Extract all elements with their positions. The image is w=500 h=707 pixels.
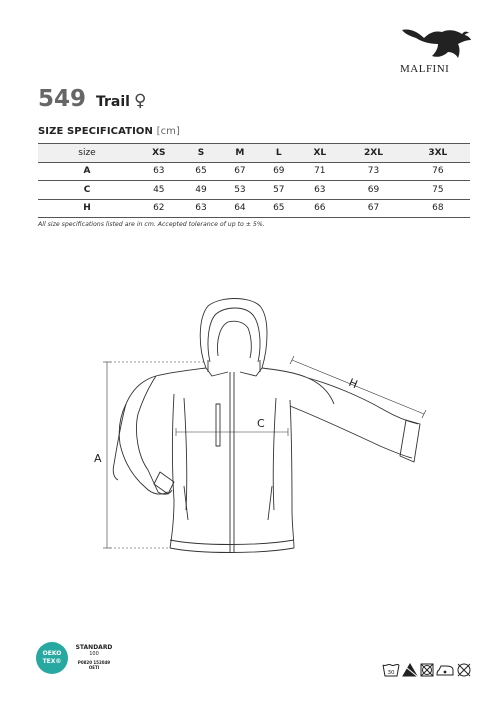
table-cell: 63 (298, 181, 341, 200)
table-cell: 69 (341, 181, 405, 200)
product-title (38, 86, 146, 114)
care-symbols (382, 662, 472, 678)
table-header-cell: XL (298, 144, 341, 163)
brand-logo (392, 20, 472, 80)
size-table (38, 143, 470, 218)
table-header-cell: size (38, 144, 136, 163)
table-cell: H (38, 199, 136, 218)
size-spec-title: SIZE SPECIFICATION (38, 126, 153, 137)
table-cell: 63 (182, 199, 221, 218)
size-table-header (38, 144, 470, 163)
oeko-certificate-code: P0820 152049 (77, 660, 111, 665)
table-header-cell: XS (136, 144, 182, 163)
product-number: 549 (38, 86, 87, 112)
table-cell: 65 (182, 162, 221, 181)
table-cell: 53 (220, 181, 259, 200)
measurement-label-h: H (346, 375, 360, 392)
table-header-cell: 3XL (406, 144, 470, 163)
brand-name: MALFINI (400, 63, 450, 75)
oeko-badge-line1: OEKO (42, 650, 62, 657)
table-cell: C (38, 181, 136, 200)
table-header-cell: L (259, 144, 298, 163)
oeko-tex-badge (36, 642, 68, 674)
table-cell: 67 (341, 199, 405, 218)
oeko-standard-number: 100 (89, 651, 99, 657)
measurement-label-c: C (257, 417, 265, 430)
no-bleach-icon (402, 664, 418, 677)
table-footnote: All size specifications listed are in cm. Accepted tolerance of up to ± 5%. (38, 221, 265, 228)
size-spec-heading (38, 126, 180, 137)
table-cell: 68 (406, 199, 470, 218)
table-cell: 73 (341, 162, 405, 181)
size-spec-unit: [cm] (156, 126, 181, 137)
table-header-cell: S (182, 144, 221, 163)
table-cell: 76 (406, 162, 470, 181)
table-cell: 75 (406, 181, 470, 200)
oeko-institute: OETI (88, 665, 100, 670)
table-row (38, 181, 470, 200)
wash-30-icon (383, 664, 399, 676)
eagle-icon (400, 20, 472, 64)
table-cell: 66 (298, 199, 341, 218)
table-cell: 71 (298, 162, 341, 181)
iron-low-icon (437, 666, 453, 675)
table-cell: 64 (220, 199, 259, 218)
table-row (38, 199, 470, 218)
wash-temperature: 30 (387, 670, 395, 676)
table-header-cell: M (220, 144, 259, 163)
oeko-standard: STANDARD (75, 644, 113, 651)
table-cell: 69 (259, 162, 298, 181)
table-cell: 63 (136, 162, 182, 181)
oeko-tex-info (74, 644, 114, 670)
female-symbol-icon: ♀ (133, 91, 147, 111)
table-cell: 62 (136, 199, 182, 218)
table-cell: 49 (182, 181, 221, 200)
product-name: Trail (96, 94, 130, 110)
no-tumble-dry-icon (421, 664, 433, 676)
oeko-badge-line2: TEX® (42, 658, 62, 665)
table-header-cell: 2XL (341, 144, 405, 163)
table-cell: 45 (136, 181, 182, 200)
table-row (38, 162, 470, 181)
table-cell: 67 (220, 162, 259, 181)
table-cell: 57 (259, 181, 298, 200)
measurement-label-a: A (94, 452, 102, 465)
table-cell: A (38, 162, 136, 181)
table-cell: 65 (259, 199, 298, 218)
no-dry-clean-icon (458, 664, 470, 676)
